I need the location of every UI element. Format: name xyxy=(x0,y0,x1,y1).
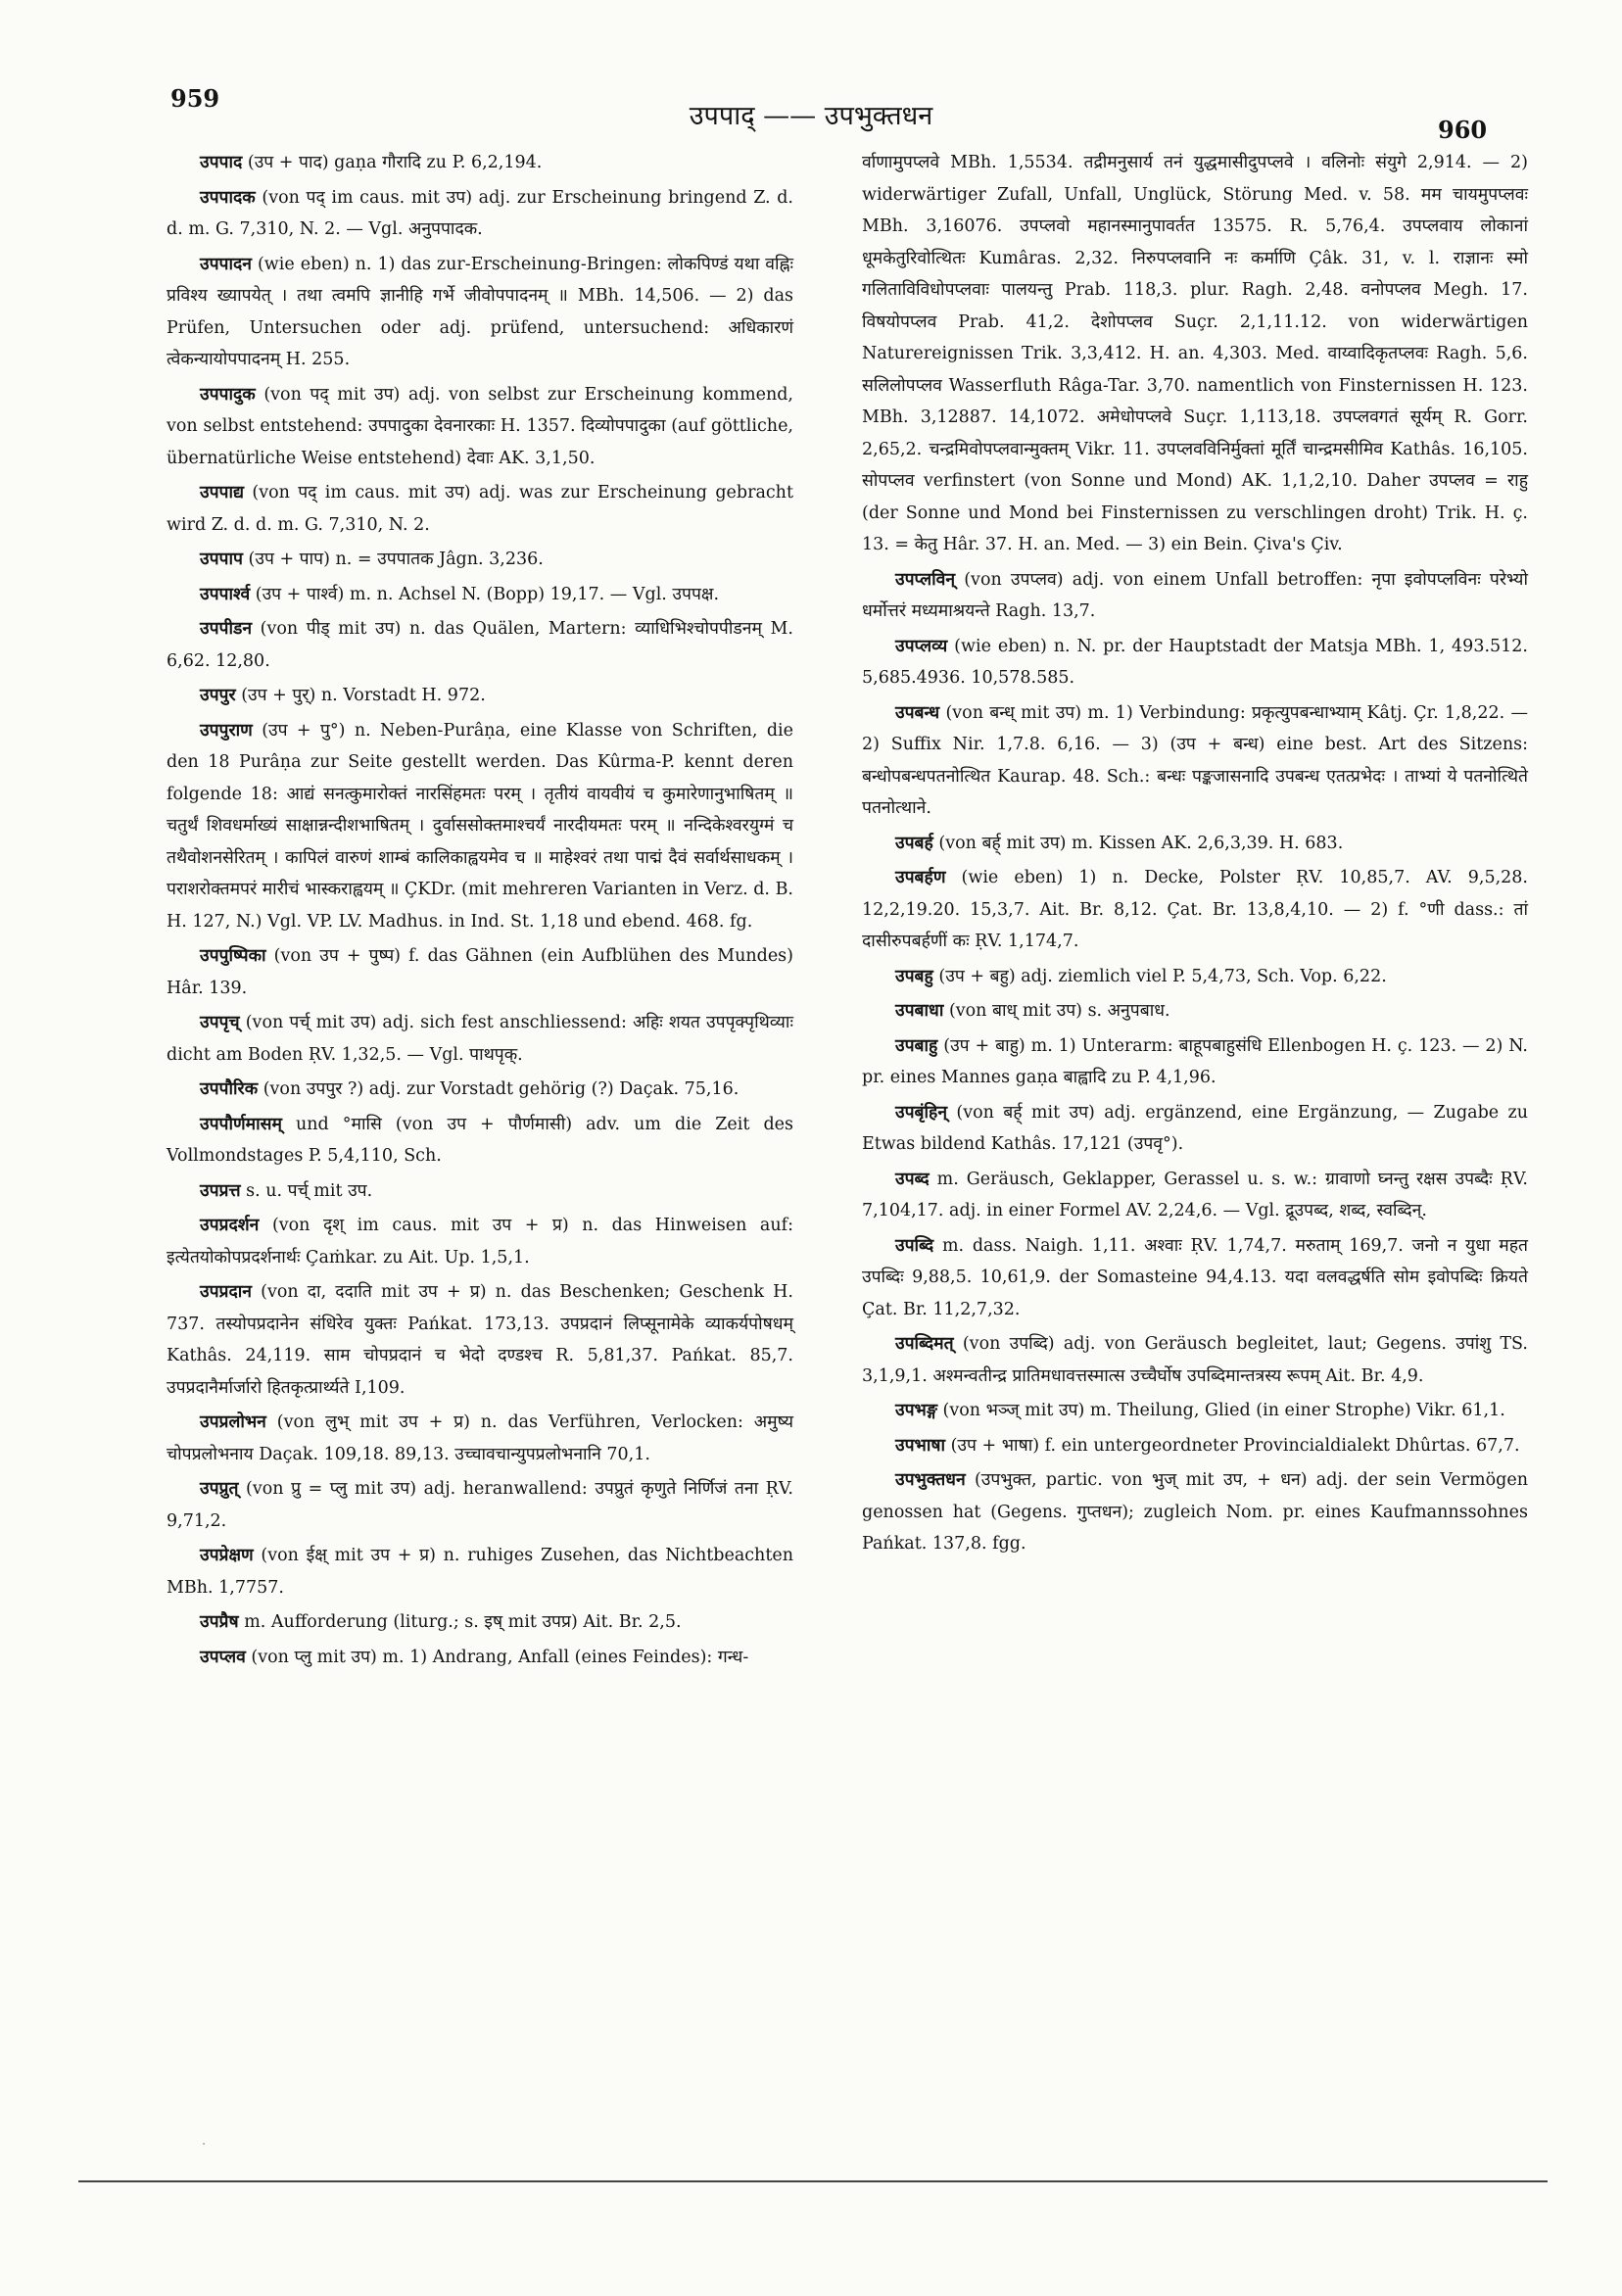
dictionary-entry xyxy=(167,1540,793,1603)
entry-headword: उपपादक xyxy=(200,187,256,208)
entry-body: (von पद् im caus. mit उप) adj. was zur Erscheinung gebracht wird Z. d. d. m. G. 7,310, N. 2. xyxy=(167,483,793,535)
entry-body: (von प्रु = प्लु mit उप) adj. heranwallend: उपप्रुतं कृणुते निर्णिजं तना ṚV. 9,71,2. xyxy=(167,1479,793,1531)
entry-body: र्वाणामुपप्लवे MBh. 1,5534. तद्रीमनुसार्य तनं युद्धमासीदुपप्लवे । वलिनोः संयुगे 2,914. — 2) widerwärtiger Zufall, Unfall, Unglück, Störung Med. v. 58. मम चायमुपप्लवः MBh. 3,16076. उपप्लवो महानस्मानुपावर्तत 13575. R. 5,76,4. उपप्लवाय लोकानां धूमकेतुरिवोत्थितः Kumâras. 2,32. निरुपप्लवानि नः कर्माणि Çâk. 31, v. l. राज्ञानः स्मो गलिताविविधोपप्लवाः पालयन्तु Prab. 118,3. plur. Ragh. 2,48. वनोपप्लव Megh. 17. विषयोपप्लव Prab. 41,2. देशोपप्लव Suçr. 2,1,11.12. von widerwärtigen Naturereignissen Trik. 3,3,412. H. an. 4,303. Med. वाय्वादिकृतप्लवः Ragh. 5,6. सलिलोपप्लव Wasserfluth Râga-Tar. 3,70. namentlich von Finsternissen H. 123. MBh. 3,12887. 14,1072. अमेधोपप्लवे Suçr. 1,113,18. उपप्लवगतं सूर्यम् R. Gorr. 2,65,2. चन्द्रमिवोपप्लवान्मुक्तम् Vikr. 11. उपप्लवविनिर्मुक्तां मूर्तिं चान्द्रमसीमिव Kathâs. 16,105. सोपप्लव verfinstert (von Sonne und Mond) AK. 1,1,2,10. Daher उपप्लव = राहु (der Sonne und Mond bei Finsternissen zu verschlingen droht) Trik. H. ç. 13. = केतु Hâr. 37. H. an. Med. — 3) ein Bein. Çiva's Çiv. xyxy=(862,153,1528,554)
entry-headword: उपपार्श्व xyxy=(200,584,251,604)
bottom-rule xyxy=(78,2180,1548,2182)
dictionary-entry xyxy=(167,1407,793,1470)
entry-body: (उप + पाद) gaṇa गौरादि zu P. 6,2,194. xyxy=(247,153,543,172)
entry-body: (von बर्ह् mit उप) m. Kissen AK. 2,6,3,39. H. 683. xyxy=(938,833,1344,853)
dictionary-entry xyxy=(167,1210,793,1273)
entry-headword: उपबहु xyxy=(895,966,933,986)
entry-headword: उपब्दिमत् xyxy=(895,1334,954,1354)
entry-headword: उपपौर्णमासम् xyxy=(200,1114,282,1134)
entry-body: (उपभुक्त, partic. von भुज् mit उप, + धन) adj. der sein Vermögen genossen hat (Gegens. गुप्तधन); zugleich Nom. pr. eines Kaufmannssohnes Pańkat. 137,8. fgg. xyxy=(862,1470,1528,1554)
entry-headword: उपभाषा xyxy=(895,1435,946,1456)
entry-body: m. Aufforderung (liturg.; s. इष् mit उपप्र) Ait. Br. 2,5. xyxy=(244,1612,682,1632)
entry-body: (von प्लु mit उप) m. 1) Andrang, Anfall (eines Feindes): गन्ध- xyxy=(251,1647,749,1667)
entry-body: (von भञ्ज् mit उप) m. Theilung, Glied (in einer Strophe) Vikr. 61,1. xyxy=(942,1401,1505,1420)
entry-body: (उप + बाहु) m. 1) Unterarm: बाहूपबाहुसंधि Ellenbogen H. ç. 123. — 2) N. pr. eines Mannes gaṇa बाह्वादि zu P. 4,1,96. xyxy=(862,1035,1528,1087)
entry-headword: उपपुर xyxy=(200,686,236,705)
entry-headword: उपबाधा xyxy=(895,1001,944,1021)
dictionary-entry xyxy=(167,1642,793,1674)
dictionary-entry xyxy=(167,940,793,1004)
dictionary-entry xyxy=(167,715,793,938)
entry-headword: उपपृच् xyxy=(200,1013,240,1032)
entry-body: (von उप + पुष्प) f. das Gähnen (ein Aufblühen des Mundes) Hâr. 139. xyxy=(167,946,793,998)
page-number-left: 959 xyxy=(170,84,220,113)
dictionary-entry xyxy=(862,1464,1528,1560)
entry-headword: उपबाहु xyxy=(895,1035,938,1056)
entry-body: (wie eben) n. 1) das zur-Erscheinung-Bringen: लोकपिण्डं यथा वह्निः प्रविश्य ख्यापयेत् । तथा त्वमपि ज्ञानीहि गर्भे जीवोपपादनम् ॥ MBh. 14,506. — 2) das Prüfen, Untersuchen oder adj. prüfend, untersuchend: अधिकारणं त्वेकन्यायोपपादनम् H. 255. xyxy=(167,254,793,369)
dictionary-entry xyxy=(862,961,1528,993)
entry-body: (उप + पु°) n. Neben-Purâṇa, eine Klasse von Schriften, die den 18 Purâṇa zur Seite gestellt werden. Das Kûrma-P. kennt deren folgende 18: आद्यं सनत्कुमारोक्तं नारसिंहमतः परम् । तृतीयं वायवीयं च कुमारेणानुभाषितम् ॥ चतुर्थं शिवधर्माख्यं साक्षान्नन्दीशभाषितम् । दुर्वाससोक्तमाश्चर्यं नारदीयमतः परम् ॥ नन्दिकेश्वरयुग्मं च तथैवोशनसेरितम् । कापिलं वारुणं शाम्बं कालिकाह्वयमेव च ॥ माहेश्वरं तथा पाद्मं दैवं सर्वार्थसाधकम् । पराशरोक्तमपरं मारीचं भास्कराह्वयम् ॥ ÇKDr. (mit mehreren Varianten in Verz. d. B. H. 127, N.) Vgl. VP. LV. Madhus. in Ind. St. 1,18 und ebend. 468. fg. xyxy=(167,720,793,932)
running-head: उपपाद् —— उपभुक्तधन xyxy=(689,101,933,131)
entry-body: (von दा, ददाति mit उप + प्र) n. das Beschenken; Geschenk H. 737. तस्योपप्रदानेन संधिरेव युक्तः Pańkat. 173,13. उपप्रदानं लिप्सूनामेके व्याकर्यपोषधम् Kathâs. 24,119. साम चोपप्रदानं च भेदो दण्डश्च R. 5,81,37. Pańkat. 85,7. उपप्रदानैर्मार्जारो हितकृत्प्रार्थ्यते I,109. xyxy=(167,1282,793,1398)
dictionary-entry xyxy=(862,1164,1528,1227)
dictionary-entry xyxy=(862,147,1528,561)
entry-headword: उपपुष्पिका xyxy=(200,946,266,966)
entry-headword: उपभुक्तधन xyxy=(895,1470,966,1490)
scan-speck: · xyxy=(202,2137,207,2152)
page-number-right: 960 xyxy=(1438,116,1488,144)
dictionary-entry xyxy=(167,613,793,677)
entry-body: (von बर्ह् mit उप) adj. ergänzend, eine Ergänzung, — Zugabe zu Etwas bildend Kathâs. 17,121 (उपवृ°). xyxy=(862,1102,1528,1154)
entry-body: (उप + पाप) n. = उपपातक Jâgn. 3,236. xyxy=(248,550,544,569)
entry-body: (von पर्च् mit उप) adj. sich fest anschliessend: अहिः शयत उपपृक्पृथिव्याः dicht am Boden ṚV. 1,32,5. — Vgl. पाथपृक्. xyxy=(167,1013,793,1065)
dictionary-entry xyxy=(167,147,793,179)
dictionary-entry xyxy=(167,579,793,611)
dictionary-entry xyxy=(167,680,793,712)
entry-headword: उपबृंहिन् xyxy=(895,1102,948,1123)
left-column xyxy=(167,147,793,1676)
dictionary-entry xyxy=(862,862,1528,958)
dictionary-entry xyxy=(167,379,793,475)
dictionary-entry xyxy=(167,1175,793,1208)
dictionary-entry xyxy=(167,544,793,576)
right-column xyxy=(862,147,1528,1563)
entry-body: (von उपपुर ?) adj. zur Vorstadt gehörig (?) Daçak. 75,16. xyxy=(262,1079,739,1099)
entry-headword: उपप्रत्त xyxy=(200,1180,241,1201)
entry-headword: उपपीडन xyxy=(200,619,253,639)
dictionary-entry xyxy=(862,631,1528,694)
entry-body: m. dass. Naigh. 1,11. अश्वाः ṚV. 1,74,7. मरुताम् 169,7. जनो न युधा महत उपब्दिः 9,88,5. 10,61,9. der Somasteine 94,4.13. यदा वलवद्धर्षति सोम इवोपब्दिः क्रियते Çat. Br. 11,2,7,32. xyxy=(862,1235,1528,1319)
entry-headword: उपबर्हण xyxy=(895,868,946,887)
entry-body: (wie eben) n. N. pr. der Hauptstadt der Matsja MBh. 1, 493.512. 5,685.4936. 10,578.585. xyxy=(862,636,1528,688)
dictionary-entry xyxy=(862,1328,1528,1392)
entry-body: (von पीड् mit उप) n. das Quälen, Martern: व्याधिभिश्चोपपीडनम् M. 6,62. 12,80. xyxy=(167,619,793,671)
dictionary-entry xyxy=(862,1097,1528,1161)
dictionary-entry xyxy=(862,995,1528,1028)
dictionary-entry xyxy=(167,249,793,376)
entry-headword: उपप्रुत् xyxy=(200,1479,239,1499)
dictionary-entry xyxy=(862,1030,1528,1094)
dictionary-entry xyxy=(167,1606,793,1639)
entry-headword: उपबन्ध xyxy=(895,702,940,723)
dictionary-entry xyxy=(167,1473,793,1537)
entry-body: (von उपप्लव) adj. von einem Unfall betroffen: नृपा इवोपप्लविनः परेभ्यो धर्मोत्तरं मध्यमाश्रयन्ते Ragh. 13,7. xyxy=(862,569,1528,621)
entry-headword: उपब्द xyxy=(895,1169,930,1189)
entry-body: (von पद् im caus. mit उप) adj. zur Erscheinung bringend Z. d. d. m. G. 7,310, N. 2. — Vgl. अनुपपादक. xyxy=(167,187,793,239)
dictionary-entry xyxy=(862,564,1528,628)
entry-body: (उप + पुर्) n. Vorstadt H. 972. xyxy=(241,686,486,705)
entry-headword: उपप्रलोभन xyxy=(200,1412,266,1432)
entry-body: (von पद् mit उप) adj. von selbst zur Erscheinung kommend, von selbst entstehend: उपपादुका देवनारकाः H. 1357. दिव्योपपादुका (auf göttliche, übernatürliche Weise entstehend) देवाः AK. 3,1,50. xyxy=(167,384,793,468)
entry-body: (von दृश् im caus. mit उप + प्र) n. das Hinweisen auf: इत्येतयोकोपप्रदर्शनार्थः Çaṁkar. zu Ait. Up. 1,5,1. xyxy=(167,1216,793,1268)
entry-body: (उप + भाषा) f. ein untergeordneter Provincialdialekt Dhûrtas. 67,7. xyxy=(950,1435,1520,1456)
dictionary-entry xyxy=(862,1230,1528,1326)
dictionary-entry xyxy=(167,1276,793,1404)
dictionary-entry xyxy=(167,1109,793,1172)
entry-headword: उपप्रैष xyxy=(200,1612,239,1632)
entry-headword: उपभङ्ग xyxy=(895,1401,937,1420)
dictionary-entry xyxy=(862,1395,1528,1427)
entry-headword: उपपुराण xyxy=(200,720,253,741)
entry-body: (von उपब्दि) adj. von Geräusch begleitet, laut; Gegens. उपांशु TS. 3,1,9,1. अश्मन्वतीन्द्र प्रातिमधावत्तस्मात्स उच्चैर्घोष उपब्दिमान्तत्रस्य रूपम् Ait. Br. 4,9. xyxy=(862,1334,1528,1386)
dictionary-entry xyxy=(167,182,793,246)
dictionary-entry xyxy=(862,828,1528,860)
entry-body: (उप + बहु) adj. ziemlich viel P. 5,4,73, Sch. Vop. 6,22. xyxy=(938,966,1387,986)
dictionary-entry xyxy=(167,1007,793,1071)
entry-body: und °मासि (von उप + पौर्णमासी) adv. um die Zeit des Vollmondstages P. 5,4,110, Sch. xyxy=(167,1114,793,1166)
entry-body: (wie eben) 1) n. Decke, Polster ṚV. 10,85,7. AV. 9,5,28. 12,2,19.20. 15,3,7. Ait. Br. 8,12. Çat. Br. 13,8,4,10. — 2) f. °णी dass.: तां दासीरुपबर्हणीं कः ṚV. 1,174,7. xyxy=(862,868,1528,951)
entry-headword: उपप्रेक्षण xyxy=(200,1546,254,1565)
entry-body: (von ईक्ष् mit उप + प्र) n. ruhiges Zusehen, das Nichtbeachten MBh. 1,7757. xyxy=(167,1546,793,1598)
entry-headword: उपप्लविन् xyxy=(895,569,956,590)
entry-headword: उपप्रदर्शन xyxy=(200,1216,260,1235)
dictionary-entry xyxy=(167,1074,793,1106)
dictionary-entry xyxy=(167,477,793,541)
entry-headword: उपप्रदान xyxy=(200,1282,253,1302)
entry-headword: उपप्लव्य xyxy=(895,636,948,656)
entry-body: (उप + पार्श्व) m. n. Achsel N. (Bopp) 19,17. — Vgl. उपपक्ष. xyxy=(255,584,720,604)
entry-headword: उपपाद xyxy=(200,153,243,172)
entry-body: (von बाध् mit उप) s. अनुपबाध. xyxy=(948,1001,1170,1021)
entry-headword: उपपादन xyxy=(200,254,253,274)
entry-headword: उपबर्ह xyxy=(895,833,933,853)
entry-body: (von बन्ध् mit उप) m. 1) Verbindung: प्रकृत्युपबन्धाभ्याम् Kâtj. Çr. 1,8,22. — 2) Suffix Nir. 1,7.8. 6,16. — 3) (उप + बन्ध) eine best. Art des Sitzens: बन्धोपबन्धपतनोत्थित Kaurap. 48. Sch.: बन्धः पङ्कजासनादि उपबन्ध एतत्प्रभेदः । ताभ्यां ये पतनोत्थिते पतनोत्थाने. xyxy=(862,702,1528,818)
entry-body: (von लुभ् mit उप + प्र) n. das Verführen, Verlocken: अमुष्य चोपप्रलोभनाय Daçak. 109,18. 89,13. उच्चावचान्युपप्रलोभनानि 70,1. xyxy=(167,1412,793,1464)
entry-body: m. Geräusch, Geklapper, Gerassel u. s. w.: ग्रावाणो घ्नन्तु रक्षस उपब्दैः ṚV. 7,104,17. adj. in einer Formel AV. 2,24,6. — Vgl. द्रूउपब्द, शब्द, स्वब्दिन्. xyxy=(862,1169,1528,1220)
entry-headword: उपपाप xyxy=(200,550,243,569)
dictionary-entry xyxy=(862,697,1528,825)
entry-headword: उपपादुक xyxy=(200,384,256,405)
entry-body: s. u. पर्च् mit उप. xyxy=(246,1180,373,1201)
entry-headword: उपब्दि xyxy=(895,1235,934,1256)
entry-headword: उपपाद्य xyxy=(200,483,245,502)
dictionary-entry xyxy=(862,1430,1528,1462)
entry-headword: उपपौरिक xyxy=(200,1079,259,1099)
entry-headword: उपप्लव xyxy=(200,1647,246,1667)
